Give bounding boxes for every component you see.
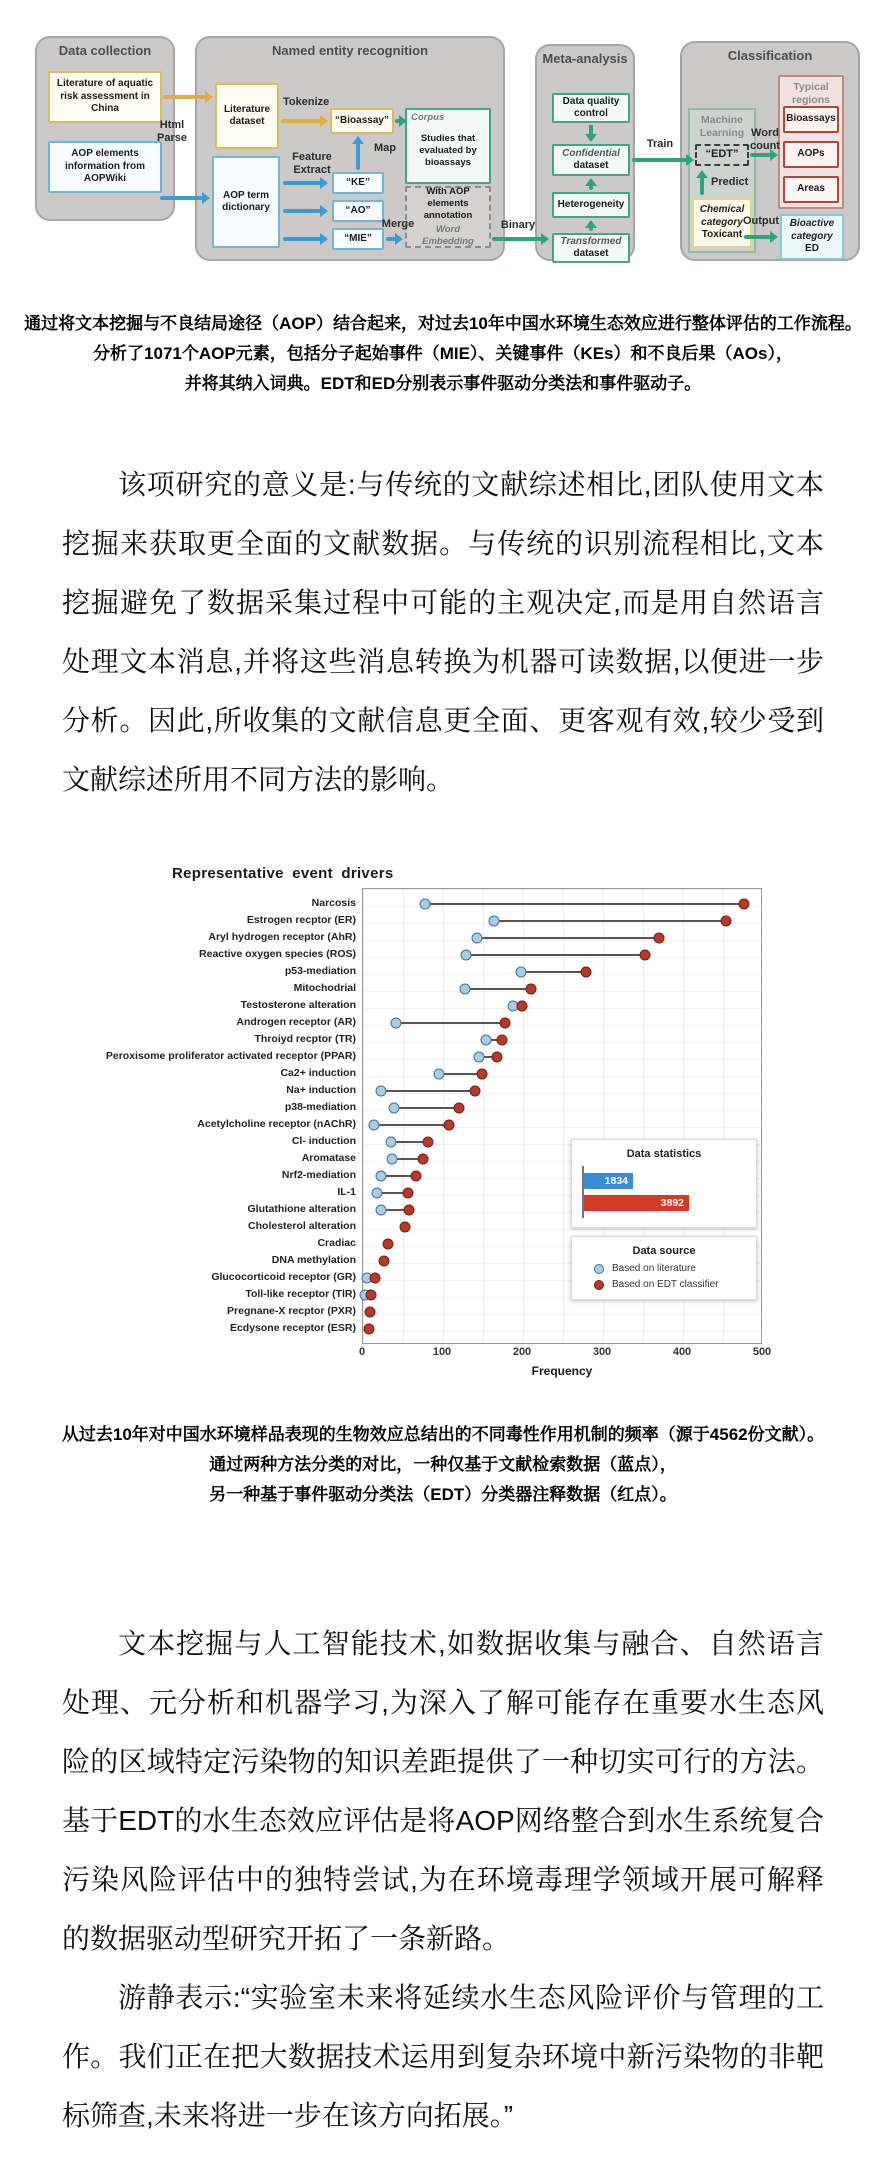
flow-arrow-to-corpus bbox=[395, 115, 407, 127]
edt-data-point bbox=[470, 1085, 481, 1096]
article-paragraph-1 bbox=[62, 455, 824, 809]
edt-data-point bbox=[496, 1034, 507, 1045]
edt-data-point bbox=[418, 1153, 429, 1164]
chart-row bbox=[363, 1031, 761, 1048]
workflow-figure bbox=[0, 26, 886, 271]
label-html-parse: Html Parse bbox=[157, 119, 187, 144]
y-axis-label: IL-1 bbox=[337, 1185, 356, 1198]
label-tokenize: Tokenize bbox=[283, 96, 330, 108]
x-axis-tick: 500 bbox=[752, 1346, 772, 1358]
transformed-label: Transformed bbox=[560, 235, 622, 247]
flow-arrow-het-up bbox=[585, 178, 597, 190]
toxicant-label: Toxicant bbox=[701, 229, 743, 241]
label-train: Train bbox=[646, 138, 674, 150]
literature-data-point bbox=[369, 1119, 380, 1130]
literature-data-point bbox=[459, 983, 470, 994]
literature-data-point bbox=[385, 1136, 396, 1147]
y-axis-label: Cl- induction bbox=[291, 1134, 356, 1147]
box-bioactive-ed bbox=[780, 214, 844, 260]
connector-line bbox=[494, 920, 726, 922]
box-ao: “AO” bbox=[332, 200, 384, 222]
flow-arrow-predict bbox=[696, 170, 708, 195]
box-aops: AOPs bbox=[783, 141, 839, 168]
y-axis-label: Narcosis bbox=[311, 896, 356, 909]
chart-row bbox=[363, 946, 761, 963]
y-axis-label: Reactive oxygen species (ROS) bbox=[199, 947, 356, 960]
chart-row bbox=[363, 929, 761, 946]
edt-data-point bbox=[403, 1187, 414, 1198]
literature-data-point bbox=[375, 1170, 386, 1181]
chart-row bbox=[363, 1099, 761, 1116]
box-transformed-dataset bbox=[552, 233, 630, 263]
annotation-text: With AOP elements annotation bbox=[423, 185, 473, 221]
caption-line: 另一种基于事件驱动分类法（EDT）分类器注释数据（红点）。 bbox=[209, 1485, 677, 1504]
connector-line bbox=[425, 903, 744, 905]
y-axis-label: Toll-like receptor (TlR) bbox=[245, 1287, 356, 1300]
flow-arrow-aop bbox=[160, 192, 210, 204]
edt-data-point bbox=[363, 1323, 374, 1334]
chart-row bbox=[363, 1065, 761, 1082]
chart-row bbox=[363, 1082, 761, 1099]
flow-arrow-train bbox=[632, 154, 694, 166]
word-embedding-label: Word Embedding bbox=[422, 224, 474, 248]
edt-data-point bbox=[378, 1255, 389, 1266]
stat-bar-literature: 1834 bbox=[584, 1173, 633, 1189]
box-literature-aquatic-risk: Literature of aquatic risk assessment in China bbox=[48, 71, 162, 123]
machine-learning-label: Machine Learning bbox=[699, 114, 745, 139]
event-drivers-chart bbox=[105, 865, 772, 1378]
legend-stat-bars bbox=[582, 1166, 746, 1218]
edt-data-point bbox=[382, 1238, 393, 1249]
chart-row bbox=[363, 1014, 761, 1031]
panel-title: Classification bbox=[727, 48, 813, 63]
chart-plot bbox=[362, 888, 762, 1344]
literature-data-point bbox=[375, 1085, 386, 1096]
legend-source-row bbox=[594, 1279, 746, 1290]
edt-data-point bbox=[453, 1102, 464, 1113]
box-bioassays: Bioassays bbox=[783, 106, 839, 133]
x-axis-tick: 400 bbox=[672, 1346, 692, 1358]
connector-line bbox=[477, 937, 659, 939]
caption-line: 分析了1071个AOP元素，包括分子起始事件（MIE）、关键事件（KEs）和不良后果（AOs）， bbox=[93, 344, 793, 363]
flow-arrow-literature bbox=[163, 91, 213, 103]
connector-line bbox=[381, 1090, 476, 1092]
y-axis-label: Aromatase bbox=[301, 1151, 356, 1164]
article-paragraph-2 bbox=[62, 1614, 824, 2145]
edt-data-point bbox=[639, 949, 650, 960]
panel-title: Data collection bbox=[58, 43, 152, 58]
y-axis-label: Cradiac bbox=[317, 1236, 356, 1249]
connector-line bbox=[466, 954, 644, 956]
red-dot-icon bbox=[594, 1280, 604, 1290]
box-mie: “MIE” bbox=[332, 228, 384, 250]
chart-row bbox=[363, 1303, 761, 1320]
flow-arrow-map bbox=[352, 136, 364, 170]
caption-line: 从过去10年对中国水环境样品表现的生物效应总结出的不同毒性作用机制的频率（源于4562份文献）。 bbox=[61, 1425, 825, 1444]
paragraph-text: 该项研究的意义是:与传统的文献综述相比,团队使用文本挖掘来获取更全面的文献数据。与传统的识别流程相比,文本挖掘避免了数据采集过程中可能的主观决定,而是用自然语言处理文本消息,并将这些消息转换为机器可读数据,以便进一步分析。因此,所收集的文献信息更全面、更客观有效,较少受到文献综述所用不同方法的影响。 bbox=[62, 469, 824, 795]
legend-data-source bbox=[571, 1236, 757, 1300]
literature-data-point bbox=[489, 915, 500, 926]
box-aop-elements-info: AOP elements information from AOPWiki bbox=[48, 141, 162, 193]
chart-x-axis-label: Frequency bbox=[531, 1364, 593, 1378]
x-axis-tick: 100 bbox=[432, 1346, 452, 1358]
flow-arrow-merge bbox=[386, 233, 403, 245]
box-edt: “EDT” bbox=[695, 144, 749, 166]
connector-line bbox=[396, 1022, 504, 1024]
corpus-label: Corpus bbox=[411, 112, 445, 123]
edt-data-point bbox=[404, 1204, 415, 1215]
dataset-label: dataset bbox=[573, 160, 609, 171]
literature-data-point bbox=[391, 1017, 402, 1028]
edt-data-point bbox=[365, 1306, 376, 1317]
y-axis-label: Glutathione alteration bbox=[247, 1202, 356, 1215]
literature-data-point bbox=[389, 1102, 400, 1113]
literature-data-point bbox=[474, 1051, 485, 1062]
edt-data-point bbox=[491, 1051, 502, 1062]
ed-label: ED bbox=[805, 243, 819, 255]
box-heterogeneity: Heterogeneity bbox=[552, 192, 630, 218]
x-axis-tick: 200 bbox=[512, 1346, 532, 1358]
chart-x-axis bbox=[358, 1344, 772, 1360]
chart-row bbox=[363, 997, 761, 1014]
y-axis-label: Testosterone alteration bbox=[240, 998, 356, 1011]
y-axis-label: Ca2+ induction bbox=[280, 1066, 356, 1079]
edt-data-point bbox=[423, 1136, 434, 1147]
y-axis-label: Cholesterol alteration bbox=[248, 1219, 356, 1232]
box-areas: Areas bbox=[783, 176, 839, 203]
chart-y-labels bbox=[105, 888, 362, 1344]
edt-data-point bbox=[517, 1000, 528, 1011]
edt-data-point bbox=[499, 1017, 510, 1028]
flow-arrow-output bbox=[744, 231, 778, 243]
flow-arrow-dqc bbox=[585, 125, 597, 142]
chart-row bbox=[363, 963, 761, 980]
chart-row bbox=[363, 980, 761, 997]
y-axis-label: Peroxisome proliferator activated receptor (PPAR) bbox=[105, 1049, 356, 1062]
box-ke: “KE” bbox=[332, 172, 384, 194]
typical-regions-label: Typical regions bbox=[792, 81, 830, 106]
edt-data-point bbox=[365, 1289, 376, 1300]
paragraph-text: 文本挖掘与人工智能技术,如数据收集与融合、自然语言处理、元分析和机器学习,为深入了解可能存在重要水生态风险的区域特定污染物的知识差距提供了一种切实可行的方法。基于EDT的水生态效应评估是将AOP网络整合到水生系统复合污染风险评估中的独特尝试,为在环境毒理学领域开展可解释的数据驱动型研究开拓了一条新路。 bbox=[62, 1628, 824, 1954]
edt-data-point bbox=[739, 898, 750, 909]
flow-arrow-binary bbox=[492, 233, 549, 245]
legend-source-label: Based on EDT classifier bbox=[612, 1279, 719, 1290]
flow-arrow-tokenize bbox=[281, 115, 328, 127]
label-binary: Binary bbox=[500, 219, 536, 231]
x-axis-tick: 0 bbox=[358, 1346, 366, 1358]
edt-data-point bbox=[400, 1221, 411, 1232]
label-feature-extract: Feature Extract bbox=[292, 151, 332, 176]
connector-line bbox=[465, 988, 531, 990]
edt-data-point bbox=[525, 983, 536, 994]
y-axis-label: p53-mediation bbox=[284, 964, 356, 977]
box-aop-term-dictionary: AOP term dictionary bbox=[212, 156, 280, 248]
panel-title: Named entity recognition bbox=[271, 43, 429, 58]
literature-data-point bbox=[386, 1153, 397, 1164]
flowchart-caption bbox=[0, 309, 886, 399]
connector-line bbox=[521, 971, 586, 973]
box-bioassay: “Bioassay” bbox=[330, 108, 394, 134]
y-axis-label: p38-mediation bbox=[284, 1100, 356, 1113]
y-axis-label: Nrf2-mediation bbox=[281, 1168, 356, 1181]
legend-title: Data source bbox=[632, 1245, 696, 1257]
edt-data-point bbox=[443, 1119, 454, 1130]
chart-row bbox=[363, 1116, 761, 1133]
caption-line: 并将其纳入词典。EDT和ED分别表示事件驱动分类法和事件驱动子。 bbox=[184, 374, 702, 393]
literature-data-point bbox=[461, 949, 472, 960]
caption-line: 通过将文本挖掘与不良结局途径（AOP）结合起来，对过去10年中国水环境生态效应进行整体评估的工作流程。 bbox=[24, 314, 862, 333]
y-axis-label: Ecdysone receptor (ESR) bbox=[229, 1321, 356, 1334]
edt-data-point bbox=[369, 1272, 380, 1283]
literature-data-point bbox=[420, 898, 431, 909]
box-confidential-dataset bbox=[552, 144, 630, 176]
box-corpus bbox=[405, 108, 491, 184]
corpus-text: Studies that evaluated by bioassays bbox=[419, 133, 477, 168]
edt-data-point bbox=[720, 915, 731, 926]
label-predict: Predict bbox=[711, 176, 749, 188]
literature-data-point bbox=[434, 1068, 445, 1079]
edt-data-point bbox=[580, 966, 591, 977]
y-axis-label: Pregnane-X recptor (PXR) bbox=[227, 1304, 356, 1317]
label-output: Output bbox=[742, 215, 780, 227]
literature-data-point bbox=[481, 1034, 492, 1045]
label-merge: Merge bbox=[381, 218, 415, 230]
bioactive-category-label: Bioactive category bbox=[789, 218, 835, 242]
y-axis-label: Acetylcholine receptor (nAChR) bbox=[197, 1117, 356, 1130]
chart-row bbox=[363, 1320, 761, 1337]
label-map: Map bbox=[374, 142, 396, 154]
box-data-quality-control: Data quality control bbox=[552, 93, 630, 123]
flow-arrow-ao bbox=[283, 205, 328, 217]
edt-data-point bbox=[410, 1170, 421, 1181]
panel-title: Meta-analysis bbox=[542, 51, 628, 66]
label-word-count: Word count bbox=[750, 127, 780, 152]
stat-bar-edt: 3892 bbox=[584, 1195, 689, 1211]
chart-row bbox=[363, 895, 761, 912]
y-axis-label: Androgen receptor (AR) bbox=[236, 1015, 356, 1028]
flow-arrow-trans-up bbox=[585, 220, 597, 231]
legend-source-label: Based on literature bbox=[612, 1263, 696, 1274]
edt-data-point bbox=[654, 932, 665, 943]
y-axis-label: DNA methylation bbox=[271, 1253, 356, 1266]
x-axis-tick: 300 bbox=[592, 1346, 612, 1358]
chemical-category-label: Chemical category bbox=[699, 204, 745, 228]
legend-title: Data statistics bbox=[626, 1148, 702, 1160]
y-axis-label: Na+ induction bbox=[286, 1083, 356, 1096]
y-axis-label: Glucocorticoid receptor (GR) bbox=[211, 1270, 356, 1283]
chart-caption bbox=[0, 1420, 886, 1510]
connector-line bbox=[374, 1124, 449, 1126]
chart-legend bbox=[571, 1139, 757, 1300]
literature-data-point bbox=[371, 1187, 382, 1198]
chart-row bbox=[363, 912, 761, 929]
legend-data-statistics bbox=[571, 1139, 757, 1228]
flow-arrow-ke bbox=[283, 177, 328, 189]
y-axis-label: Throiyd recptor (TR) bbox=[254, 1032, 356, 1045]
y-axis-label: Estrogen recptor (ER) bbox=[246, 913, 356, 926]
legend-source-row bbox=[594, 1263, 746, 1274]
literature-data-point bbox=[515, 966, 526, 977]
confidential-label: Confidential bbox=[562, 147, 620, 159]
y-axis-label: Mitochodrial bbox=[293, 981, 356, 994]
y-axis-label: Aryl hydrogen receptor (AhR) bbox=[208, 930, 356, 943]
box-literature-dataset: Literature dataset bbox=[215, 83, 279, 149]
box-aop-annotation bbox=[405, 186, 491, 248]
connector-line bbox=[394, 1107, 458, 1109]
literature-data-point bbox=[375, 1204, 386, 1215]
chart-title: Representative event drivers bbox=[172, 865, 394, 882]
caption-line: 通过两种方法分类的对比，一种仅基于文献检索数据（蓝点）， bbox=[209, 1455, 677, 1474]
flow-arrow-mie bbox=[283, 233, 328, 245]
paragraph-text: 游静表示:“实验室未来将延续水生态风险评价与管理的工作。我们正在把大数据技术运用到复杂环境中新污染物的非靶标筛查,未来将进一步在该方向拓展。” bbox=[62, 1982, 824, 2131]
blue-dot-icon bbox=[594, 1264, 604, 1274]
dataset-label: dataset bbox=[573, 248, 609, 259]
literature-data-point bbox=[471, 932, 482, 943]
chart-row bbox=[363, 1048, 761, 1065]
edt-data-point bbox=[476, 1068, 487, 1079]
